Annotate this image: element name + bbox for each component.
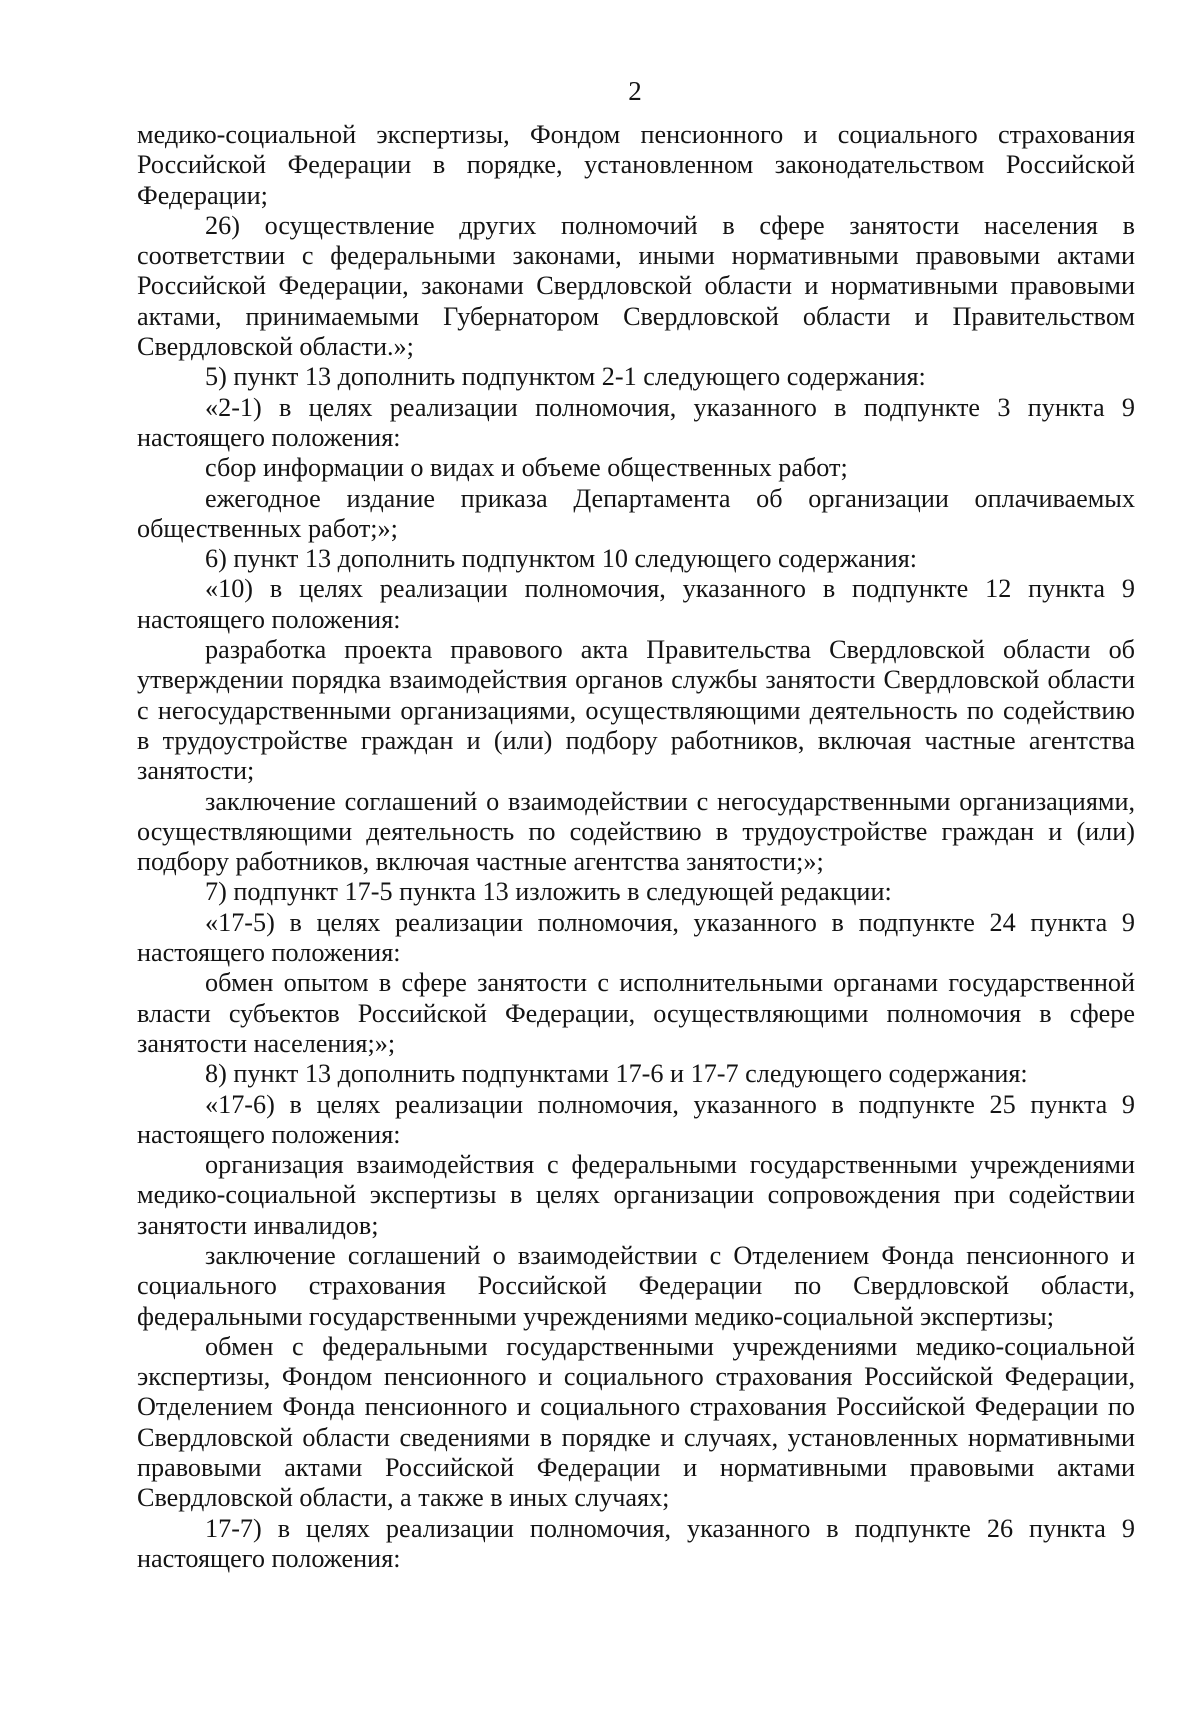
document-body	[137, 120, 1135, 1574]
paragraph: 17-7) в целях реализации полномочия, указанного в подпункте 26 пункта 9 настоящего положения:	[137, 1513, 1135, 1573]
paragraph: медико-социальной экспертизы, Фондом пенсионного и социального страхования Российской Федерации в порядке, установленном законодательством Российской Федерации;	[137, 120, 1135, 210]
paragraph: «2-1) в целях реализации полномочия, указанного в подпункте 3 пункта 9 настоящего положения:	[137, 392, 1135, 452]
paragraph: организация взаимодействия с федеральными государственными учреждениями медико-социальной экспертизы в целях организации сопровождения при содействии занятости инвалидов;	[137, 1150, 1135, 1240]
paragraph: обмен опытом в сфере занятости с исполнительными органами государственной власти субъектов Российской Федерации, осуществляющими полномочия в сфере занятости населения;»;	[137, 968, 1135, 1058]
paragraph: 26) осуществление других полномочий в сфере занятости населения в соответствии с федеральными законами, иными нормативными правовыми актами Российской Федерации, законами Свердловской области и нормативными правовыми актами, принимаемыми Губернатором Свердловской области и Правительством Свердловской области.»;	[137, 210, 1135, 362]
paragraph: «10) в целях реализации полномочия, указанного в подпункте 12 пункта 9 настоящего положения:	[137, 574, 1135, 634]
paragraph: «17-6) в целях реализации полномочия, указанного в подпункте 25 пункта 9 настоящего положения:	[137, 1089, 1135, 1149]
paragraph: заключение соглашений о взаимодействии с Отделением Фонда пенсионного и социального страхования Российской Федерации по Свердловской области, федеральными государственными учреждениями медико-социальной экспертизы;	[137, 1240, 1135, 1331]
paragraph: 7) подпункт 17-5 пункта 13 изложить в следующей редакции:	[205, 877, 892, 907]
paragraph: сбор информации о видах и объеме общественных работ;	[205, 453, 848, 483]
paragraph: разработка проекта правового акта Правительства Свердловской области об утверждении порядка взаимодействия органов службы занятости Свердловской области с негосударственными организациями, осуществляющими деятельность по содействию в трудоустройстве граждан и (или) подбору работников, включая частные агентства занятости;	[137, 635, 1135, 786]
paragraph: «17-5) в целях реализации полномочия, указанного в подпункте 24 пункта 9 настоящего положения:	[137, 907, 1135, 968]
paragraph: 8) пункт 13 дополнить подпунктами 17-6 и 17-7 следующего содержания:	[205, 1059, 1028, 1089]
paragraph: ежегодное издание приказа Департамента об организации оплачиваемых общественных работ;»;	[137, 483, 1135, 543]
paragraph: обмен с федеральными государственными учреждениями медико-социальной экспертизы, Фондом пенсионного и социального страхования Российской Федерации, Отделением Фонда пенсионного и социального страхования Российской Федерации по Свердловской области сведениями в порядке и случаях, установленных нормативными правовыми актами Российской Федерации и нормативными правовыми актами Свердловской области, а также в иных случаях;	[137, 1331, 1135, 1513]
paragraph: 5) пункт 13 дополнить подпунктом 2-1 следующего содержания:	[205, 362, 926, 392]
page-number: 2	[628, 76, 642, 106]
paragraph: заключение соглашений о взаимодействии с негосударственными организациями, осуществляющими деятельность по содействию в трудоустройстве граждан и (или) подбору работников, включая частные агентства занятости;»;	[137, 786, 1135, 877]
paragraph: 6) пункт 13 дополнить подпунктом 10 следующего содержания:	[205, 544, 918, 574]
